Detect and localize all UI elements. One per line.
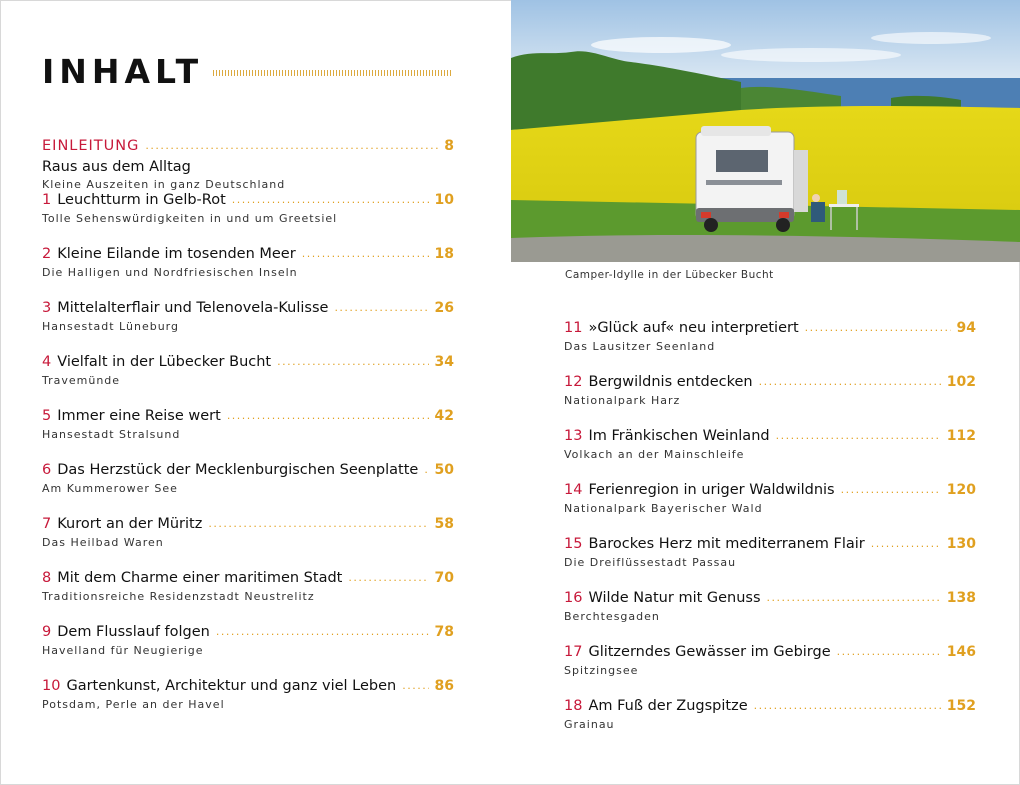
- toc-page-number: 34: [434, 354, 454, 370]
- toc-entry-line: [42, 298, 454, 319]
- toc-chapter-subtitle: Travemünde: [42, 374, 121, 387]
- toc-entry-line: [42, 514, 454, 535]
- toc-leader-dots: [759, 372, 941, 392]
- toc-chapter-number: 9: [42, 624, 52, 640]
- toc-entry-intro[interactable]: [42, 136, 454, 190]
- toc-chapter-number: 1: [42, 192, 52, 208]
- toc-entry[interactable]: [564, 426, 976, 480]
- toc-chapter-subtitle: Hansestadt Stralsund: [42, 428, 181, 441]
- toc-entry-line: [564, 318, 976, 339]
- toc-chapter-title: Das Herzstück der Mecklenburgischen Seenplatte: [57, 462, 419, 478]
- toc-entry[interactable]: [42, 568, 454, 622]
- toc-chapter-number: 5: [42, 408, 52, 424]
- toc-chapter-title: Kleine Eilande im tosenden Meer: [57, 246, 296, 262]
- toc-page-number: 130: [946, 536, 976, 552]
- toc-page-number: 42: [434, 408, 454, 424]
- toc-chapter-title: Mittelalterflair und Telenovela-Kulisse: [57, 300, 329, 316]
- toc-chapter-number: 18: [564, 698, 583, 714]
- toc-chapter-title: Leuchtturm in Gelb-Rot: [57, 192, 226, 208]
- toc-entry-line: [42, 136, 454, 157]
- toc-left-column: [42, 136, 454, 730]
- toc-chapter-subtitle: Nationalpark Bayerischer Wald: [564, 502, 763, 515]
- toc-chapter-title: Barockes Herz mit mediterranem Flair: [588, 536, 865, 552]
- toc-chapter-subtitle: Potsdam, Perle an der Havel: [42, 698, 225, 711]
- toc-chapter-title: Dem Flusslauf folgen: [57, 624, 210, 640]
- toc-chapter-title: »Glück auf« neu interpretiert: [588, 320, 799, 336]
- toc-entry[interactable]: [42, 298, 454, 352]
- photo-caption: Camper-Idylle in der Lübecker Bucht: [565, 269, 774, 281]
- toc-entry-line: [42, 676, 454, 697]
- toc-chapter-title: Immer eine Reise wert: [57, 408, 221, 424]
- toc-page-number: 146: [946, 644, 976, 660]
- toc-leader-dots: [302, 244, 429, 264]
- toc-leader-dots: [754, 696, 941, 716]
- toc-entry[interactable]: [42, 676, 454, 730]
- toc-chapter-title: Bergwildnis entdecken: [588, 374, 753, 390]
- page-title: INHALT: [42, 52, 204, 91]
- toc-page-number: 50: [434, 462, 454, 478]
- toc-chapter-number: 4: [42, 354, 52, 370]
- toc-entry[interactable]: [564, 642, 976, 696]
- toc-chapter-subtitle: Nationalpark Harz: [564, 394, 681, 407]
- toc-chapter-subtitle: Am Kummerower See: [42, 482, 178, 495]
- toc-chapter-subtitle: Das Heilbad Waren: [42, 536, 164, 549]
- toc-intro-subtitle: Kleine Auszeiten in ganz Deutschland: [42, 178, 286, 191]
- toc-chapter-title: Im Fränkischen Weinland: [588, 428, 770, 444]
- title-dotted-rule: [213, 70, 453, 76]
- toc-entry-line: [564, 534, 976, 555]
- camper-van: [696, 126, 808, 232]
- toc-entry[interactable]: [564, 534, 976, 588]
- toc-entry-line: [564, 372, 976, 393]
- toc-entry[interactable]: [42, 406, 454, 460]
- toc-chapter-number: 11: [564, 320, 583, 336]
- toc-leader-dots: [232, 190, 429, 210]
- toc-chapter-number: 3: [42, 300, 52, 316]
- toc-chapter-number: 2: [42, 246, 52, 262]
- toc-chapter-number: 12: [564, 374, 583, 390]
- toc-intro-label: EINLEITUNG: [42, 138, 140, 154]
- toc-chapter-subtitle: Spitzingsee: [564, 664, 639, 677]
- toc-entry-line: [564, 426, 976, 447]
- toc-page-number: 112: [946, 428, 976, 444]
- toc-entry-line: [42, 352, 454, 373]
- toc-chapter-subtitle: Volkach an der Mainschleife: [564, 448, 745, 461]
- toc-chapter-number: 6: [42, 462, 52, 478]
- toc-leader-dots: [837, 642, 941, 662]
- toc-chapter-title: Mit dem Charme einer maritimen Stadt: [57, 570, 343, 586]
- toc-entry[interactable]: [564, 696, 976, 750]
- toc-page-number: 102: [946, 374, 976, 390]
- toc-page-number: 152: [946, 698, 976, 714]
- toc-chapter-subtitle: Tolle Sehenswürdigkeiten in und um Greetsiel: [42, 212, 338, 225]
- toc-leader-dots: [334, 298, 428, 318]
- toc-entry-line: [42, 460, 454, 481]
- toc-leader-dots: [145, 136, 438, 156]
- toc-chapter-number: 13: [564, 428, 583, 444]
- toc-leader-dots: [402, 676, 428, 696]
- toc-right-column: [564, 318, 976, 750]
- toc-page-number: 10: [434, 192, 454, 208]
- toc-chapter-title: Gartenkunst, Architektur und ganz viel Leben: [66, 678, 397, 694]
- toc-chapter-subtitle: Traditionsreiche Residenzstadt Neustrelitz: [42, 590, 315, 603]
- toc-entry-line: [564, 480, 976, 501]
- toc-page-number: 18: [434, 246, 454, 262]
- toc-chapter-number: 16: [564, 590, 583, 606]
- toc-entry[interactable]: [42, 622, 454, 676]
- toc-chapter-title: Vielfalt in der Lübecker Bucht: [57, 354, 272, 370]
- toc-chapter-number: 8: [42, 570, 52, 586]
- toc-leader-dots: [227, 406, 429, 426]
- toc-chapter-title: Ferienregion in uriger Waldwildnis: [588, 482, 835, 498]
- toc-chapter-number: 10: [42, 678, 61, 694]
- toc-leader-dots: [767, 588, 941, 608]
- toc-entry[interactable]: [564, 480, 976, 534]
- cover-photo: [511, 0, 1020, 262]
- toc-entry[interactable]: [564, 372, 976, 426]
- toc-page-number: 120: [946, 482, 976, 498]
- toc-entry-line: [564, 696, 976, 717]
- toc-entry[interactable]: [42, 244, 454, 298]
- toc-leader-dots: [277, 352, 428, 372]
- toc-chapter-title: Am Fuß der Zugspitze: [588, 698, 748, 714]
- toc-page-number: 78: [434, 624, 454, 640]
- toc-entry-line: [564, 588, 976, 609]
- toc-entry-line: [42, 622, 454, 643]
- toc-page-number: 94: [956, 320, 976, 336]
- toc-entry[interactable]: [42, 352, 454, 406]
- toc-entry-line: [42, 406, 454, 427]
- toc-leader-dots: [871, 534, 941, 554]
- toc-leader-dots: [216, 622, 429, 642]
- toc-chapter-title: Kurort an der Müritz: [57, 516, 203, 532]
- toc-leader-dots: [424, 460, 428, 480]
- toc-chapter-subtitle: Das Lausitzer Seenland: [564, 340, 716, 353]
- toc-intro-heading: Raus aus dem Alltag: [42, 159, 191, 175]
- toc-chapter-subtitle: Die Dreiflüssestadt Passau: [564, 556, 737, 569]
- toc-entry-line: [42, 244, 454, 265]
- toc-chapter-number: 15: [564, 536, 583, 552]
- toc-leader-dots: [208, 514, 428, 534]
- toc-page-number: 138: [946, 590, 976, 606]
- toc-page-number: 70: [434, 570, 454, 586]
- toc-chapter-number: 14: [564, 482, 583, 498]
- toc-chapter-number: 7: [42, 516, 52, 532]
- toc-leader-dots: [805, 318, 951, 338]
- toc-page-number: 26: [434, 300, 454, 316]
- toc-entry[interactable]: [42, 460, 454, 514]
- toc-entry[interactable]: [42, 190, 454, 244]
- toc-entry[interactable]: [42, 514, 454, 568]
- toc-page-number: 8: [444, 138, 454, 154]
- toc-entry-line: [42, 568, 454, 589]
- toc-page-number: 86: [434, 678, 454, 694]
- toc-chapter-subtitle: Havelland für Neugierige: [42, 644, 204, 657]
- toc-leader-dots: [841, 480, 941, 500]
- toc-chapter-title: Wilde Natur mit Genuss: [588, 590, 761, 606]
- toc-chapter-subtitle: Berchtesgaden: [564, 610, 660, 623]
- toc-entry-line: [564, 642, 976, 663]
- toc-page-number: 58: [434, 516, 454, 532]
- toc-leader-dots: [348, 568, 428, 588]
- toc-entry[interactable]: [564, 318, 976, 372]
- toc-chapter-number: 17: [564, 644, 583, 660]
- toc-chapter-title: Glitzerndes Gewässer im Gebirge: [588, 644, 831, 660]
- toc-chapter-subtitle: Hansestadt Lüneburg: [42, 320, 179, 333]
- toc-chapter-subtitle: Die Halligen und Nordfriesischen Inseln: [42, 266, 298, 279]
- toc-entry[interactable]: [564, 588, 976, 642]
- camper-photo-illustration: [511, 0, 1020, 262]
- toc-entry-line: [42, 190, 454, 211]
- toc-chapter-subtitle: Grainau: [564, 718, 615, 731]
- toc-leader-dots: [776, 426, 941, 446]
